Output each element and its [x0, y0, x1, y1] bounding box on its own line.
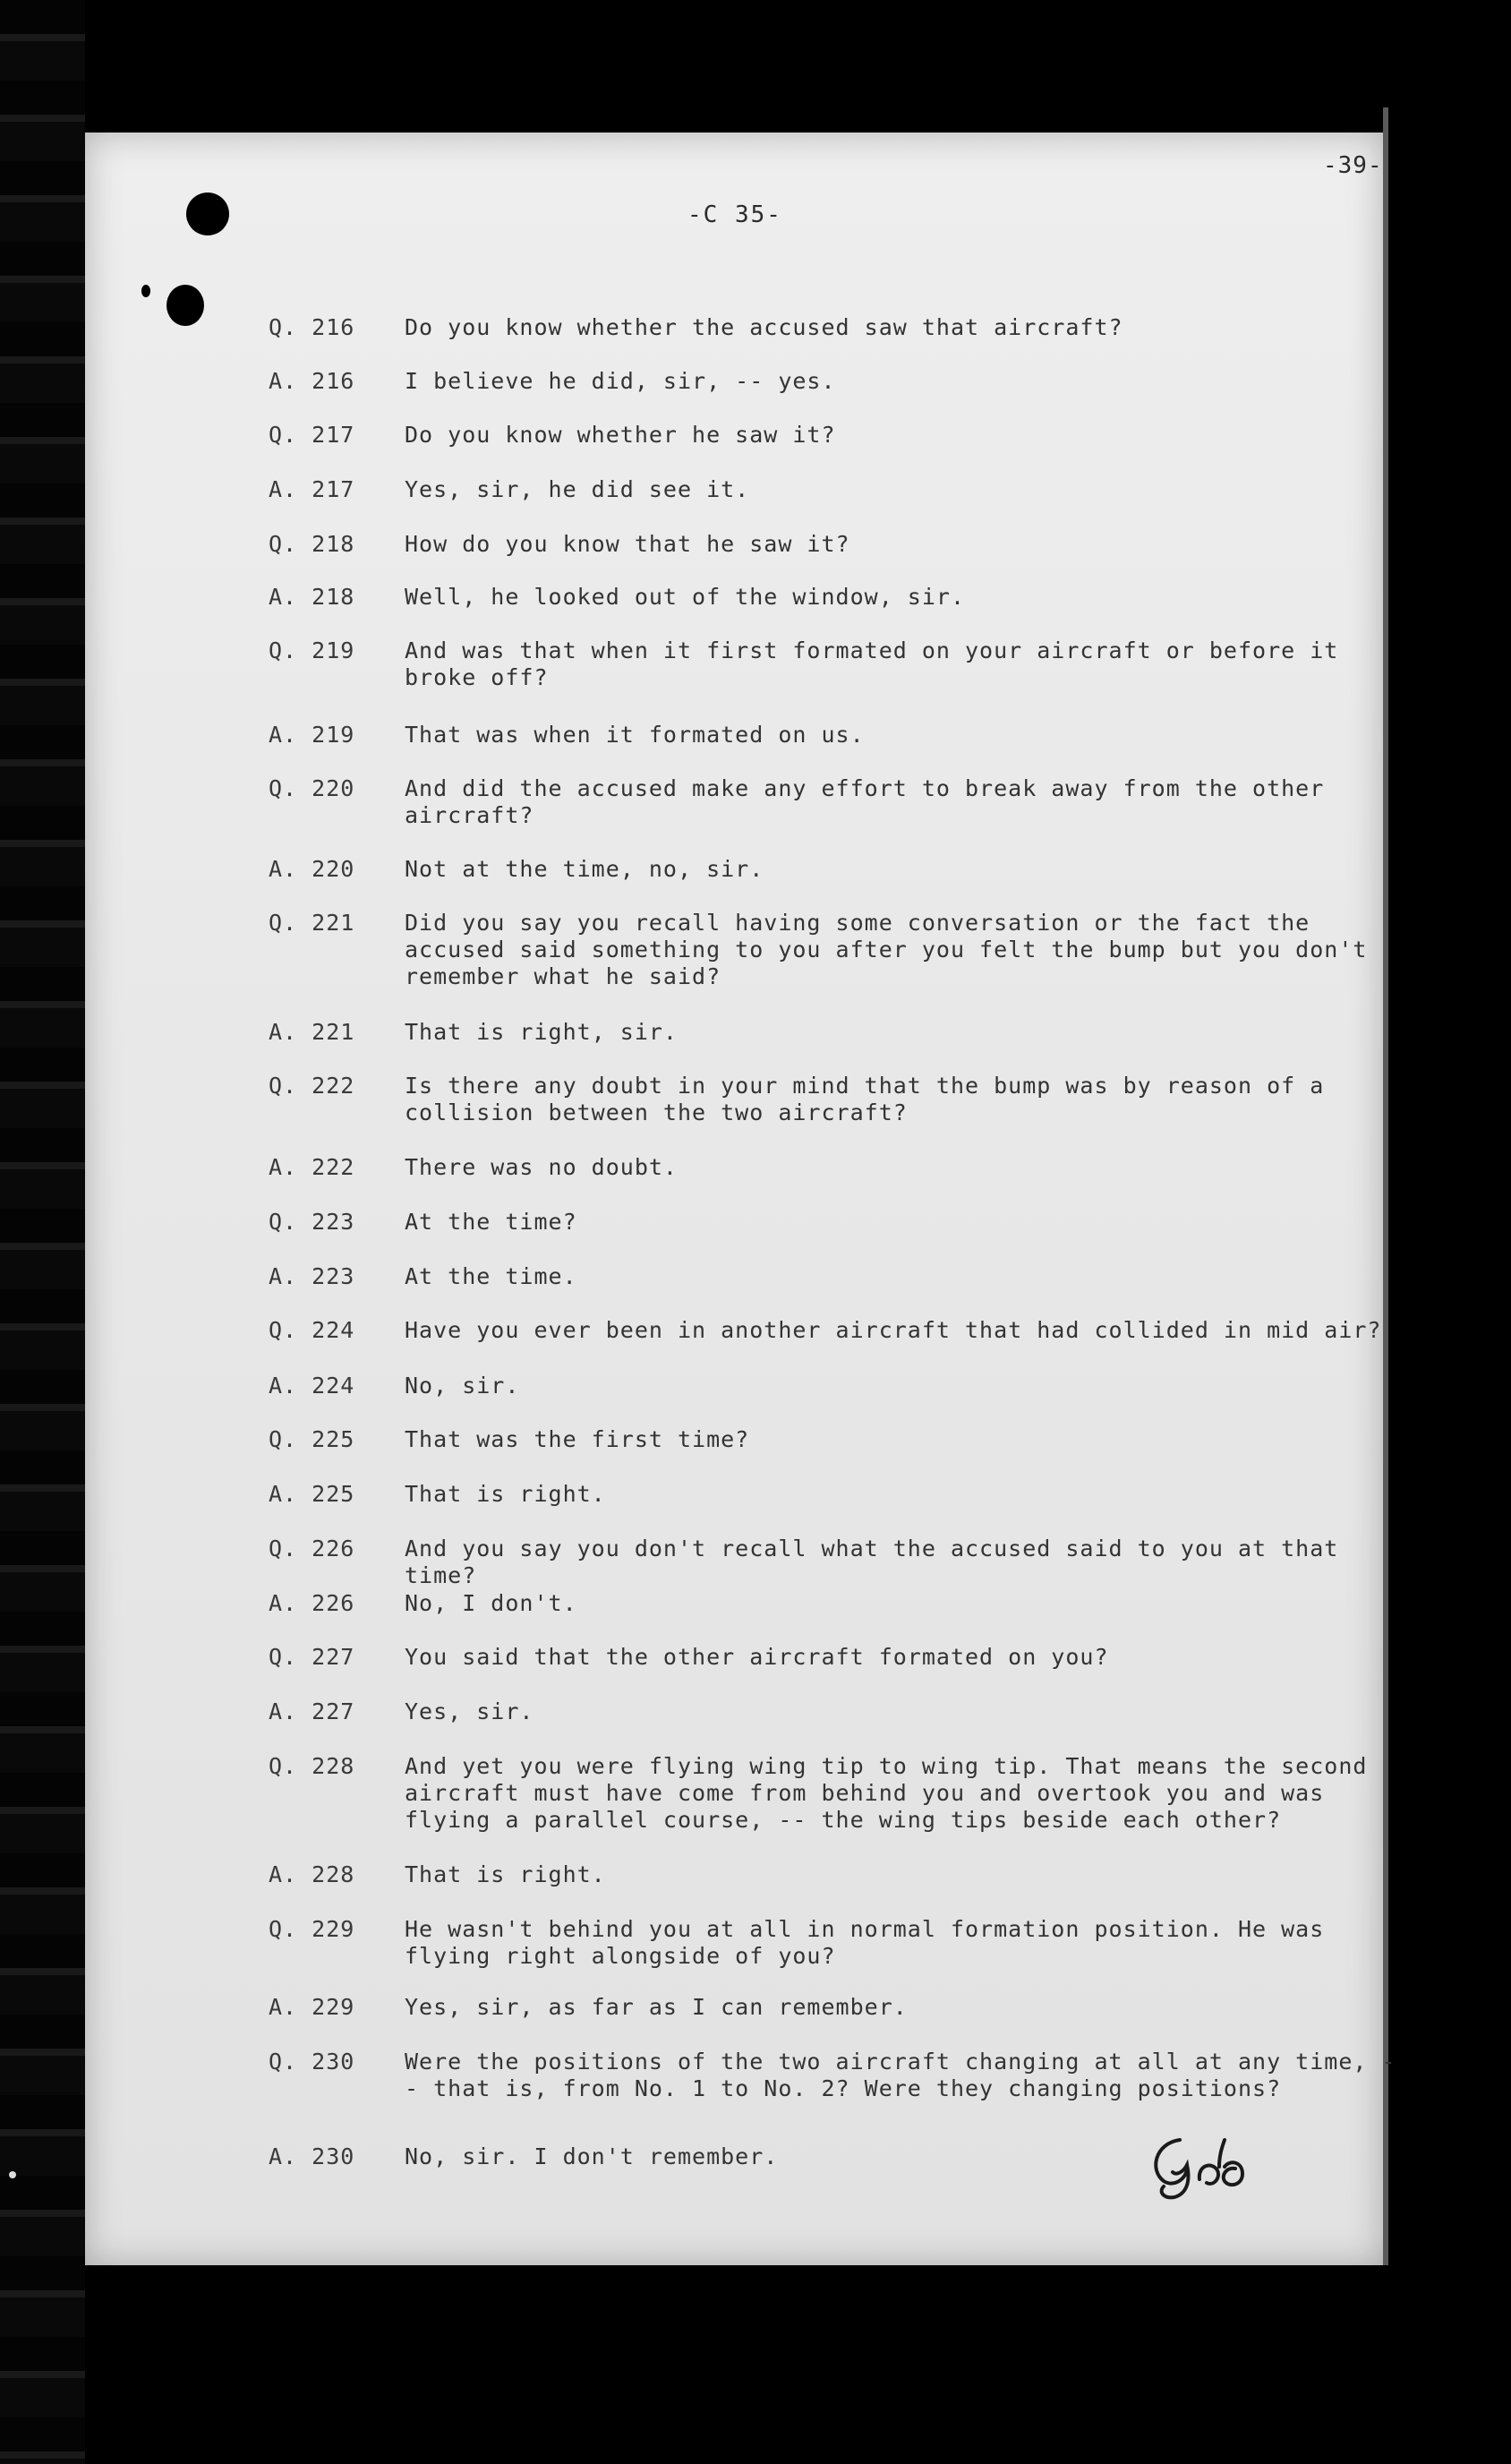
entry-label: Q. 219: [269, 637, 355, 663]
answer-229: [269, 1994, 1396, 2021]
entry-label: Q. 220: [269, 775, 355, 801]
entry-text: That was the first time?: [405, 1426, 750, 1452]
answer-219: [269, 722, 1396, 749]
entry-label: Q. 217: [269, 422, 355, 448]
entry-label: A. 228: [269, 1861, 355, 1887]
question-216: [269, 314, 1396, 341]
entry-label: A. 227: [269, 1698, 355, 1724]
entry-label: A. 224: [269, 1373, 355, 1399]
entry-label: A. 216: [269, 368, 355, 394]
question-218: [269, 531, 1396, 558]
entry-label: Q. 221: [269, 910, 355, 936]
entry-text: And yet you were flying wing tip to wing tip. That means the second aircraft must have come from behind you and overtook you and was flying a parallel course, -- the wing tips beside each other?: [405, 1753, 1368, 1833]
entry-label: A. 229: [269, 1994, 355, 2020]
entry-label: Q. 229: [269, 1916, 355, 1942]
entry-text: How do you know that he saw it?: [405, 531, 850, 557]
film-edge-strip: [0, 0, 85, 2464]
entry-text: Were the positions of the two aircraft changing at all at any time, -- that is, from No. 1 to No. 2? Were they changing positions?: [405, 2049, 1396, 2101]
entry-label: A. 223: [269, 1263, 355, 1289]
entry-text: No, I don't.: [405, 1590, 577, 1616]
entry-label: Q. 218: [269, 531, 355, 557]
entry-text: At the time.: [405, 1263, 577, 1289]
entry-text: Not at the time, no, sir.: [405, 856, 764, 882]
entry-text: Is there any doubt in your mind that the bump was by reason of a collision between the two aircraft?: [405, 1073, 1325, 1125]
entry-label: Q. 225: [269, 1426, 355, 1452]
entry-label: A. 225: [269, 1481, 355, 1507]
entry-text: He wasn't behind you at all in normal formation position. He was flying right alongside of you?: [405, 1916, 1325, 1969]
entry-text: Yes, sir, as far as I can remember.: [405, 1994, 908, 2020]
entry-text: That is right.: [405, 1481, 606, 1507]
entry-text: There was no doubt.: [405, 1154, 678, 1180]
answer-226: [269, 1590, 1396, 1617]
entry-text: At the time?: [405, 1209, 577, 1235]
punch-hole-icon: [166, 285, 204, 326]
question-229: [269, 1916, 1396, 1970]
answer-224: [269, 1373, 1396, 1399]
answer-227: [269, 1698, 1396, 1725]
question-221: [269, 910, 1396, 990]
entry-text: That was when it formated on us.: [405, 722, 865, 748]
answer-225: [269, 1481, 1396, 1508]
entry-text: Yes, sir, he did see it.: [405, 476, 750, 502]
entry-label: Q. 228: [269, 1753, 355, 1779]
entry-text: Have you ever been in another aircraft that had collided in mid air?: [405, 1317, 1382, 1343]
question-226: [269, 1536, 1396, 1589]
entry-text: Yes, sir.: [405, 1698, 534, 1724]
entry-label: A. 221: [269, 1019, 355, 1045]
answer-217: [269, 476, 1396, 503]
entry-text: Do you know whether he saw it?: [405, 422, 836, 448]
entry-label: Q. 223: [269, 1209, 355, 1235]
entry-label: Q. 216: [269, 314, 355, 340]
entry-label: A. 230: [269, 2143, 355, 2169]
question-228: [269, 1753, 1396, 1834]
question-220: [269, 775, 1396, 829]
answer-220: [269, 856, 1396, 883]
answer-221: [269, 1019, 1396, 1046]
question-222: [269, 1073, 1396, 1126]
entry-label: A. 226: [269, 1590, 355, 1616]
entry-label: A. 219: [269, 722, 355, 748]
entry-label: A. 218: [269, 584, 355, 610]
question-223: [269, 1209, 1396, 1236]
entry-text: No, sir. I don't remember.: [405, 2143, 779, 2169]
question-225: [269, 1426, 1396, 1453]
entry-text: Do you know whether the accused saw that aircraft?: [405, 314, 1123, 340]
entry-text: And you say you don't recall what the accused said to you at that time?: [405, 1536, 1339, 1588]
entry-text: You said that the other aircraft formated on you?: [405, 1644, 1109, 1670]
entry-text: And did the accused make any effort to break away from the other aircraft?: [405, 775, 1325, 828]
entry-label: Q. 227: [269, 1644, 355, 1670]
ink-mark-icon: [141, 285, 150, 297]
entry-text: And was that when it first formated on your aircraft or before it broke off?: [405, 637, 1339, 690]
question-227: [269, 1644, 1396, 1671]
page-number: -39-: [1323, 152, 1383, 179]
entry-label: A. 222: [269, 1154, 355, 1180]
answer-216: [269, 368, 1396, 395]
question-230: [269, 2049, 1396, 2102]
entry-label: Q. 224: [269, 1317, 355, 1343]
entry-label: A. 217: [269, 476, 355, 502]
scan-artifact: [9, 2171, 16, 2178]
entry-text: Did you say you recall having some conversation or the fact the accused said something to you after you felt the bump but you don't remember what he said?: [405, 910, 1368, 989]
entry-label: Q. 230: [269, 2049, 355, 2075]
entry-label: A. 220: [269, 856, 355, 882]
handwritten-initials: [1137, 2131, 1280, 2203]
entry-text: Well, he looked out of the window, sir.: [405, 584, 965, 610]
question-217: [269, 422, 1396, 449]
question-224: [269, 1317, 1396, 1344]
entry-label: Q. 226: [269, 1536, 355, 1561]
document-reference: -C 35-: [687, 201, 782, 228]
question-219: [269, 637, 1396, 691]
punch-hole-icon: [186, 192, 229, 235]
answer-218: [269, 584, 1396, 611]
entry-text: That is right, sir.: [405, 1019, 678, 1045]
entry-text: I believe he did, sir, -- yes.: [405, 368, 836, 394]
answer-223: [269, 1263, 1396, 1290]
entry-label: Q. 222: [269, 1073, 355, 1099]
entry-text: That is right.: [405, 1861, 606, 1887]
answer-222: [269, 1154, 1396, 1181]
entry-text: No, sir.: [405, 1373, 520, 1399]
answer-228: [269, 1861, 1396, 1888]
